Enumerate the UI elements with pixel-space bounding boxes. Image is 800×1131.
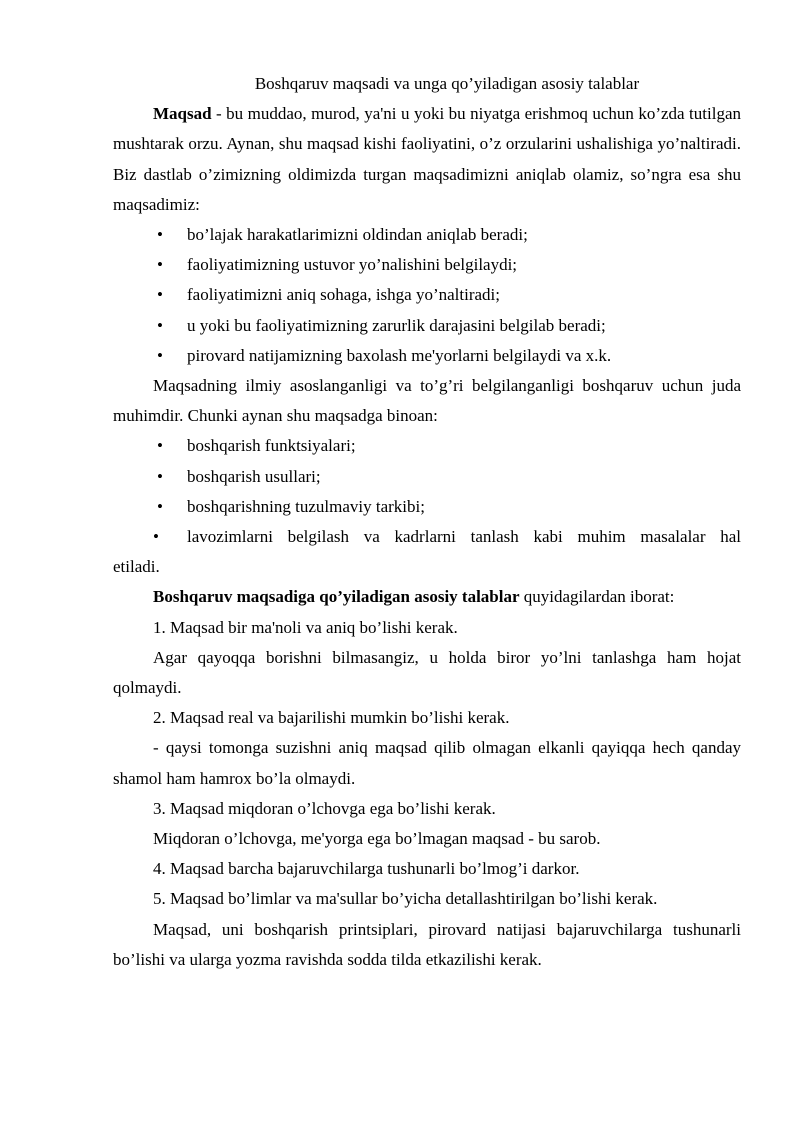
requirements-intro [113,582,741,612]
bullet-icon: • [157,255,163,275]
list-item [113,341,741,371]
requirement-1: 1. Maqsad bir ma'noli va aniq bo’lishi kerak. [153,617,458,637]
bullet-icon: • [157,436,163,456]
bullet-icon: • [157,496,163,516]
document-page [113,69,741,975]
list-item [113,250,741,280]
list-item [113,220,741,250]
intro-text: - bu muddao, murod, ya'ni u yoki bu niyatga erishmoq uchun ko’zda tutilgan mushtarak orzu. Aynan, shu maqsad kishi faoliyatini, o’z orzularini ushalishiga yo’naltiradi. Biz dastlab o’zimizning oldimizda turgan maqsadimizni aniqlab olamiz, so’ngra esa shu maqsadimiz: [113,104,741,214]
intro-term: Maqsad [153,104,212,124]
requirements-heading: Boshqaruv maqsadiga qo’yiladigan asosiy talablar [153,587,520,607]
requirement-2: 2. Maqsad real va bajarilishi mumkin bo’lishi kerak. [153,708,510,728]
bullet-icon: • [157,315,163,335]
management-aspects-list [113,431,741,552]
list-item-text: pirovard natijamizning baxolash me'yorlarni belgilaydi va x.k. [187,345,612,365]
document-title: Boshqaruv maqsadi va unga qo’yiladigan asosiy talablar [254,74,640,93]
list-item-text: faoliyatimizni aniq sohaga, ishga yo’naltiradi; [187,285,500,305]
list-item-text: bo’lajak harakatlarimizni oldindan aniqlab beradi; [187,225,528,245]
list-item [113,280,741,310]
list-item-text: boshqarish funktsiyalari; [187,436,356,456]
list-item-continuation: etiladi. [113,557,160,577]
closing-paragraph: Maqsad, uni boshqarish printsiplari, pirovard natijasi bajaruvchilarga tushunarli bo’lishi va ularga yozma ravishda sodda tilda etkazilishi kerak. [113,919,741,969]
bullet-icon: • [157,466,163,486]
list-item-text: boshqarish usullari; [187,466,321,486]
list-item [113,522,741,552]
requirement-2-explanation: - qaysi tomonga suzishni aniq maqsad qilib olmagan elkanli qayiqqa hech qanday shamol ham hamrox bo’la olmaydi. [113,738,741,788]
list-item [113,462,741,492]
list-item [113,311,741,341]
list-item [113,492,741,522]
goal-functions-list [113,220,741,371]
requirement-1-explanation: Agar qayoqqa borishni bilmasangiz, u holda biror yo’lni tanlashga ham hojat qolmaydi. [113,647,741,698]
list-item [113,431,741,461]
requirement-5: 5. Maqsad bo’limlar va ma'sullar bo’yicha detallashtirilgan bo’lishi kerak. [153,889,658,909]
list-item-text: faoliyatimizning ustuvor yo’nalishini belgilaydi; [187,255,518,275]
requirement-3-explanation: Miqdoran o’lchovga, me'yorga ega bo’lmagan maqsad - bu sarob. [153,829,601,849]
list-item-text: u yoki bu faoliyatimizning zarurlik darajasini belgilab beradi; [187,315,606,335]
importance-paragraph: Maqsadning ilmiy asoslanganligi va to’g’ri belgilanganligi boshqaruv uchun juda muhimdir. Chunki aynan shu maqsadga binoan: [113,376,741,426]
requirements-intro-text: quyidagilardan iborat: [519,587,675,607]
list-item-text: lavozimlarni belgilash va kadrlarni tanlash kabi muhim masalalar hal [187,527,741,547]
list-item-text: boshqarishning tuzulmaviy tarkibi; [187,496,425,516]
bullet-icon: • [157,345,163,365]
intro-paragraph [113,99,741,220]
requirement-3: 3. Maqsad miqdoran o’lchovga ega bo’lishi kerak. [153,798,496,818]
bullet-icon: • [157,285,163,305]
requirement-4: 4. Maqsad barcha bajaruvchilarga tushunarli bo’lmog’i darkor. [153,859,580,879]
bullet-icon: • [157,225,163,245]
bullet-icon: • [153,527,159,547]
